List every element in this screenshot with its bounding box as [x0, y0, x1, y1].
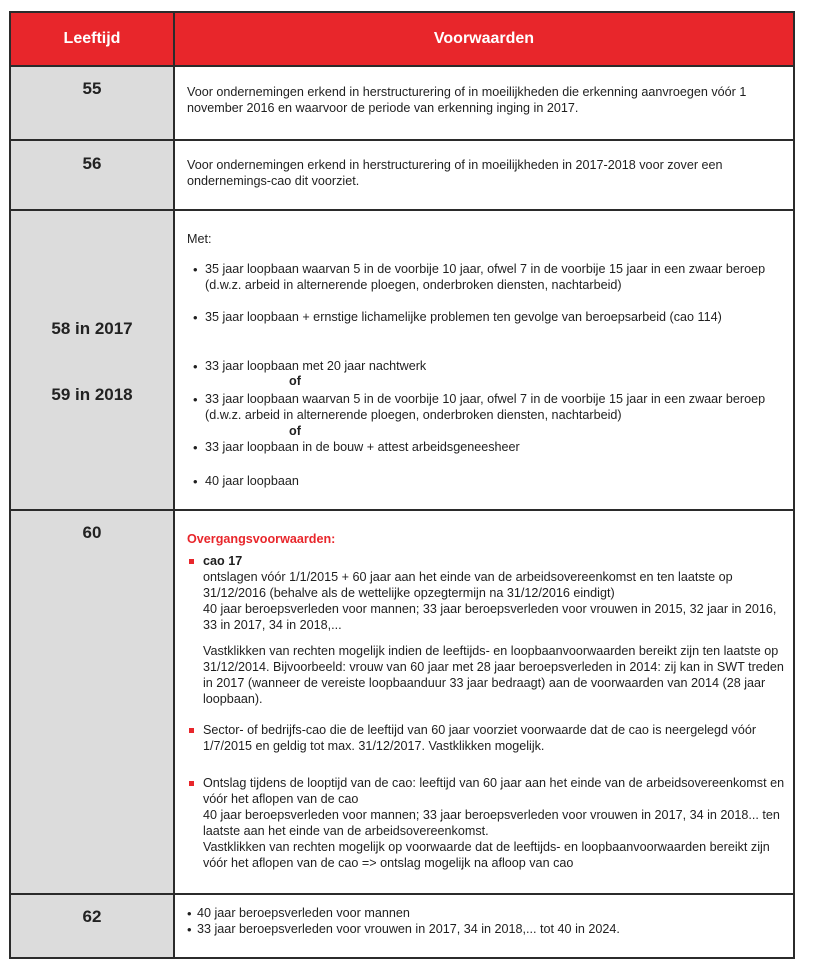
bullet-icon: •	[193, 310, 198, 325]
age-value: 60	[82, 523, 102, 542]
list-item: 35 jaar loopbaan + ernstige lichamelijke problemen ten gevolge van beroepsarbeid (cao 114)	[205, 310, 722, 324]
condition-text: Voor ondernemingen erkend in herstructurering of in moeilijkheden die erkenning aanvroegen vóór 1 november 2016 en waarvoor de periode van erkenning inging in 2017.	[187, 85, 747, 115]
or-connector: of	[289, 374, 301, 388]
age-cell	[11, 211, 175, 511]
header-conditions: Voorwaarden	[433, 30, 535, 47]
condition-text: Voor ondernemingen erkend in herstructurering of in moeilijkheden in 2017-2018 voor zover een ondernemings-cao dit voorziet.	[187, 158, 723, 188]
red-square-bullet-icon	[189, 559, 194, 564]
table-row	[11, 509, 793, 895]
age-cell	[11, 895, 175, 957]
table-row	[11, 209, 793, 511]
age-cell	[11, 511, 175, 895]
item-line: Ontslag tijdens de looptijd van de cao: leeftijd van 60 jaar aan het einde van de arbeidsovereenkomst en vóór het aflopen van de cao	[203, 776, 785, 806]
list-item: 40 jaar beroepsverleden voor mannen	[197, 906, 410, 920]
table-row	[11, 139, 793, 211]
bullet-icon: •	[187, 906, 192, 921]
table-header	[11, 13, 793, 65]
conditions-cell	[175, 895, 793, 957]
conditions-cell	[175, 511, 793, 895]
bullet-icon: •	[193, 474, 198, 489]
age-value: 56	[82, 154, 102, 173]
item-title: cao 17	[203, 554, 243, 568]
list-item: 33 jaar loopbaan in de bouw + attest arbeidsgeneesheer	[205, 440, 520, 454]
bullet-icon: •	[193, 440, 198, 455]
conditions-table	[9, 11, 795, 959]
conditions-cell	[175, 211, 793, 511]
bullet-icon: •	[187, 922, 192, 937]
list-item: 40 jaar loopbaan	[205, 474, 299, 488]
conditions-cell	[175, 141, 793, 211]
list-item: 33 jaar loopbaan waarvan 5 in de voorbije 10 jaar, ofwel 7 in de voorbije 15 jaar in een zwaar beroep (d.w.z. arbeid in alternerende ploegen, onderbroken diensten, nachtarbeid)	[205, 392, 766, 422]
or-connector: of	[289, 424, 301, 438]
item-line: 40 jaar beroepsverleden voor mannen; 33 jaar beroepsverleden voor vrouwen in 2017, 34 in 2018... ten laatste aan het einde van de arbeidsovereenkomst.	[203, 808, 780, 838]
list-item: 33 jaar loopbaan met 20 jaar nachtwerk	[205, 359, 427, 373]
intro-text: Met:	[187, 232, 212, 246]
age-value-2017: 58 in 2017	[51, 319, 133, 338]
list-item: 35 jaar loopbaan waarvan 5 in de voorbije 10 jaar, ofwel 7 in de voorbije 15 jaar in een zwaar beroep (d.w.z. arbeid in alternerende ploegen, onderbroken diensten, nachtarbeid)	[205, 262, 766, 292]
red-square-bullet-icon	[189, 728, 194, 733]
list-item: Sector- of bedrijfs-cao die de leeftijd van 60 jaar voorziet voorwaarde dat de cao is neergelegd vóór 1/7/2015 en geldig tot max. 31/12/2017. Vastklikken mogelijk.	[203, 723, 757, 753]
red-square-bullet-icon	[189, 781, 194, 786]
table-row	[11, 893, 793, 957]
table-row	[11, 65, 793, 141]
header-age: Leeftijd	[11, 13, 175, 65]
age-value-2018: 59 in 2018	[51, 385, 133, 404]
age-cell	[11, 141, 175, 211]
item-extra: Vastklikken van rechten mogelijk indien de leeftijds- en loopbaanvoorwaarden bereikt zijn ten laatste op 31/12/2014. Bijvoorbeeld: vrouw van 60 jaar met 28 jaar beroepsverleden in 2014: zij kan in SWT treden in 2017 (wanneer de vereiste loopbaanduur 33 jaar bedraagt) aan de voorwaarden van 2014 (28 jaar loopbaan).	[203, 644, 784, 706]
transition-heading: Overgangsvoorwaarden:	[187, 532, 336, 546]
item-line: ontslagen vóór 1/1/2015 + 60 jaar aan het einde van de arbeidsovereenkomst en ten laatste op 31/12/2016 (behalve als de wettelijke opzegtermijn na 31/12/2016 eindigt)	[203, 570, 733, 600]
conditions-cell	[175, 67, 793, 141]
age-cell	[11, 67, 175, 141]
item-line: Vastklikken van rechten mogelijk op voorwaarde dat de leeftijds- en loopbaanvoorwaarden bereikt zijn vóór het aflopen van de cao => ontslag mogelijk na afloop van cao	[203, 840, 770, 870]
age-value: 55	[82, 79, 102, 98]
item-line: 40 jaar beroepsverleden voor mannen; 33 jaar beroepsverleden voor vrouwen in 2015, 32 jaar in 2016, 33 in 2017, 34 in 2018,...	[203, 602, 777, 632]
bullet-icon: •	[193, 359, 198, 374]
list-item: 33 jaar beroepsverleden voor vrouwen in 2017, 34 in 2018,... tot 40 in 2024.	[197, 922, 620, 936]
age-value: 62	[82, 907, 102, 926]
bullet-icon: •	[193, 392, 198, 407]
bullet-icon: •	[193, 262, 198, 277]
